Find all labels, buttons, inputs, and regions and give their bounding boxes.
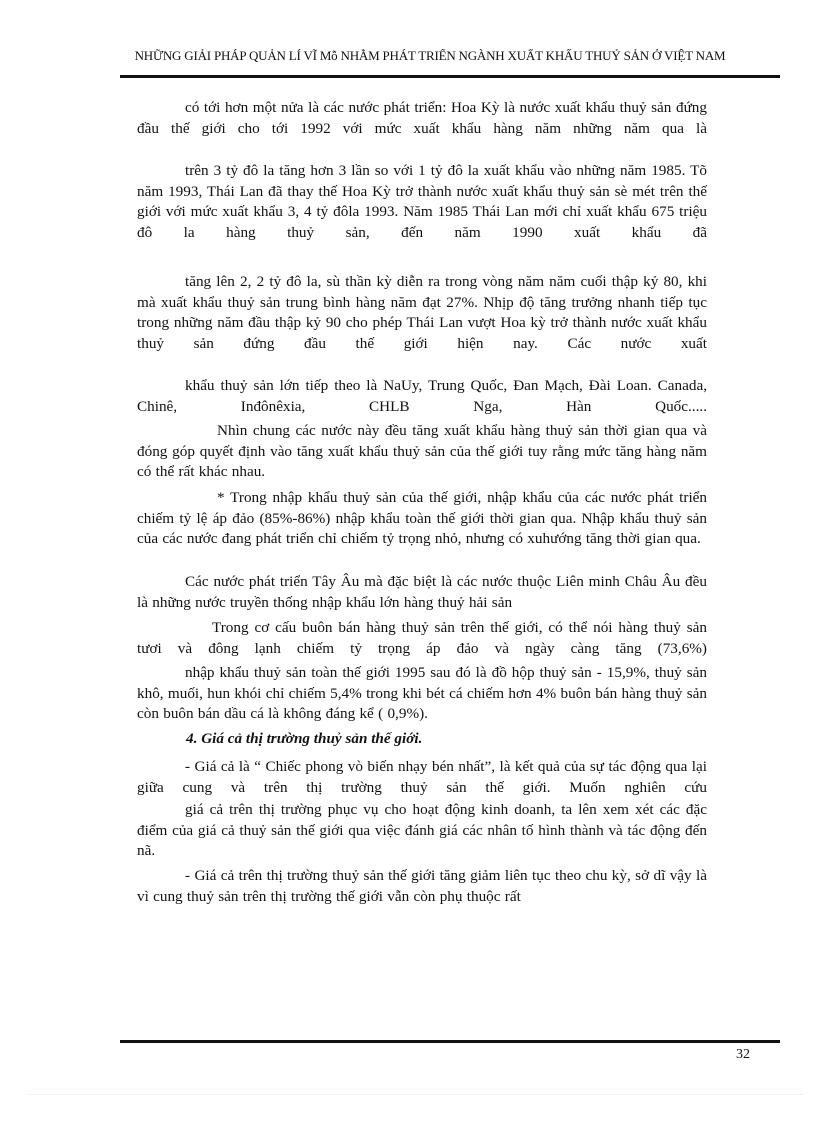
paragraph-2: trên 3 tỷ đô la tăng hơn 3 lần so với 1 tỷ đô la xuất khẩu vào những năm 1985. Tõ năm 1993, Thái Lan đã thay thế Hoa Kỳ trở thành nước xuất khẩu thuỷ sản sè mét trên thế giới với mức xuất khẩu 3, 4 tỷ đôla 1993. Năm 1985 Thái Lan mới chỉ xuất khẩu 675 triệu đô la hàng thuỷ sản, đến năm 1990 xuất khẩu đã bbox=[137, 162, 707, 241]
paragraph-1: có tới hơn một nửa là các nước phát triển: Hoa Kỳ là nước xuất khẩu thuỷ sản đứng đầu thế giới cho tới 1992 với mức xuất khẩu hàng năm những năm qua là bbox=[137, 99, 707, 137]
paragraph-8: Trong cơ cấu buôn bán hàng thuỷ sản trên thế giới, có thể nói hàng thuỷ sản tươi và đông lạnh chiếm tỷ trọng áp đảo và ngày càng tăng (73,6%) bbox=[137, 619, 707, 657]
paragraph-9: nhập khẩu thuỷ sản toàn thế giới 1995 sau đó là đồ hộp thuỷ sản - 15,9%, thuỷ sản khô, muối, hun khói chỉ chiếm 5,4% trong khi bét cá chiếm hơn 4% buôn bán hàng thuỷ sản còn buôn bán dầu cá là không đáng kể ( 0,9%). bbox=[137, 664, 707, 722]
paragraph-10: - Giá cả là “ Chiếc phong vò biến nhạy bén nhất”, là kết quả của sự tác động qua lại giữa cung và trên thị trường thuỷ sản thế giới. Muốn nghiên cứu bbox=[137, 758, 707, 796]
footer-rule bbox=[120, 1040, 780, 1043]
paragraph-4: khẩu thuỷ sản lớn tiếp theo là NaUy, Trung Quốc, Đan Mạch, Đài Loan. Canada, Chinê, Inđônêxia, CHLB Nga, Hàn Quốc..... bbox=[137, 377, 707, 415]
paragraph-12: - Giá cả trên thị trường thuỷ sản thế giới tăng giảm liên tục theo chu kỳ, sở dĩ vậy là vì cung thuỷ sản trên thị trường thế giới vẫn còn phụ thuộc rất bbox=[137, 867, 707, 905]
section-heading: 4. Giá cả thị trường thuỷ sản thế giới. bbox=[186, 730, 423, 747]
header-rule bbox=[120, 75, 780, 78]
paragraph-11: giá cả trên thị trường phục vụ cho hoạt động kinh doanh, ta lên xem xét các đặc điểm của giá cả thuỷ sản thế giới qua việc đánh giá các nhân tố hình thành và tác động đến nã. bbox=[137, 801, 707, 859]
paragraph-3: tăng lên 2, 2 tỷ đô la, sù thần kỳ diễn ra trong vòng năm năm cuối thập kỷ 80, khi mà xuất khẩu thuỷ sản trung bình hàng năm đạt 27%. Nhịp độ tăng trưởng nhanh tiếp tục trong những năm đầu thập kỷ 90 cho phép Thái Lan vượt Hoa kỳ trở thành nước xuất khẩu thuỷ sản đứng đầu thế giới hiện nay. Các nước xuất bbox=[137, 273, 707, 352]
paragraph-6: * Trong nhập khẩu thuỷ sản của thế giới, nhập khẩu của các nước phát triển chiếm tỷ lệ áp đảo (85%-86%) nhập khẩu toàn thế giới thời gian qua. Nhập khẩu thuỷ sản của các nước đang phát triển chỉ chiếm tỷ trọng nhỏ, nhưng có xuhướng tăng thời gian qua. bbox=[137, 489, 707, 547]
page-number: 32 bbox=[736, 1047, 750, 1062]
paragraph-5: Nhìn chung các nước này đều tăng xuất khẩu hàng thuỷ sản thời gian qua và đóng góp quyết định vào tăng xuất khẩu thuỷ sản của thế giới tuy rằng mức tăng hàng năm có thể rất khác nhau. bbox=[137, 422, 707, 480]
page-header: NHỮNG GIẢI PHÁP QUẢN LÍ VĨ Mỗ NHẰM PHÁT TRIỂN NGÀNH XUẤT KHẨU THUỶ SẢN Ở VIỆT NAM bbox=[134, 49, 726, 63]
paragraph-7: Các nước phát triển Tây Âu mà đặc biệt là các nước thuộc Liên minh Châu Âu đều là những nước truyền thống nhập khẩu lớn hàng thuỷ hải sản bbox=[137, 573, 707, 611]
page-edge bbox=[28, 1094, 803, 1095]
